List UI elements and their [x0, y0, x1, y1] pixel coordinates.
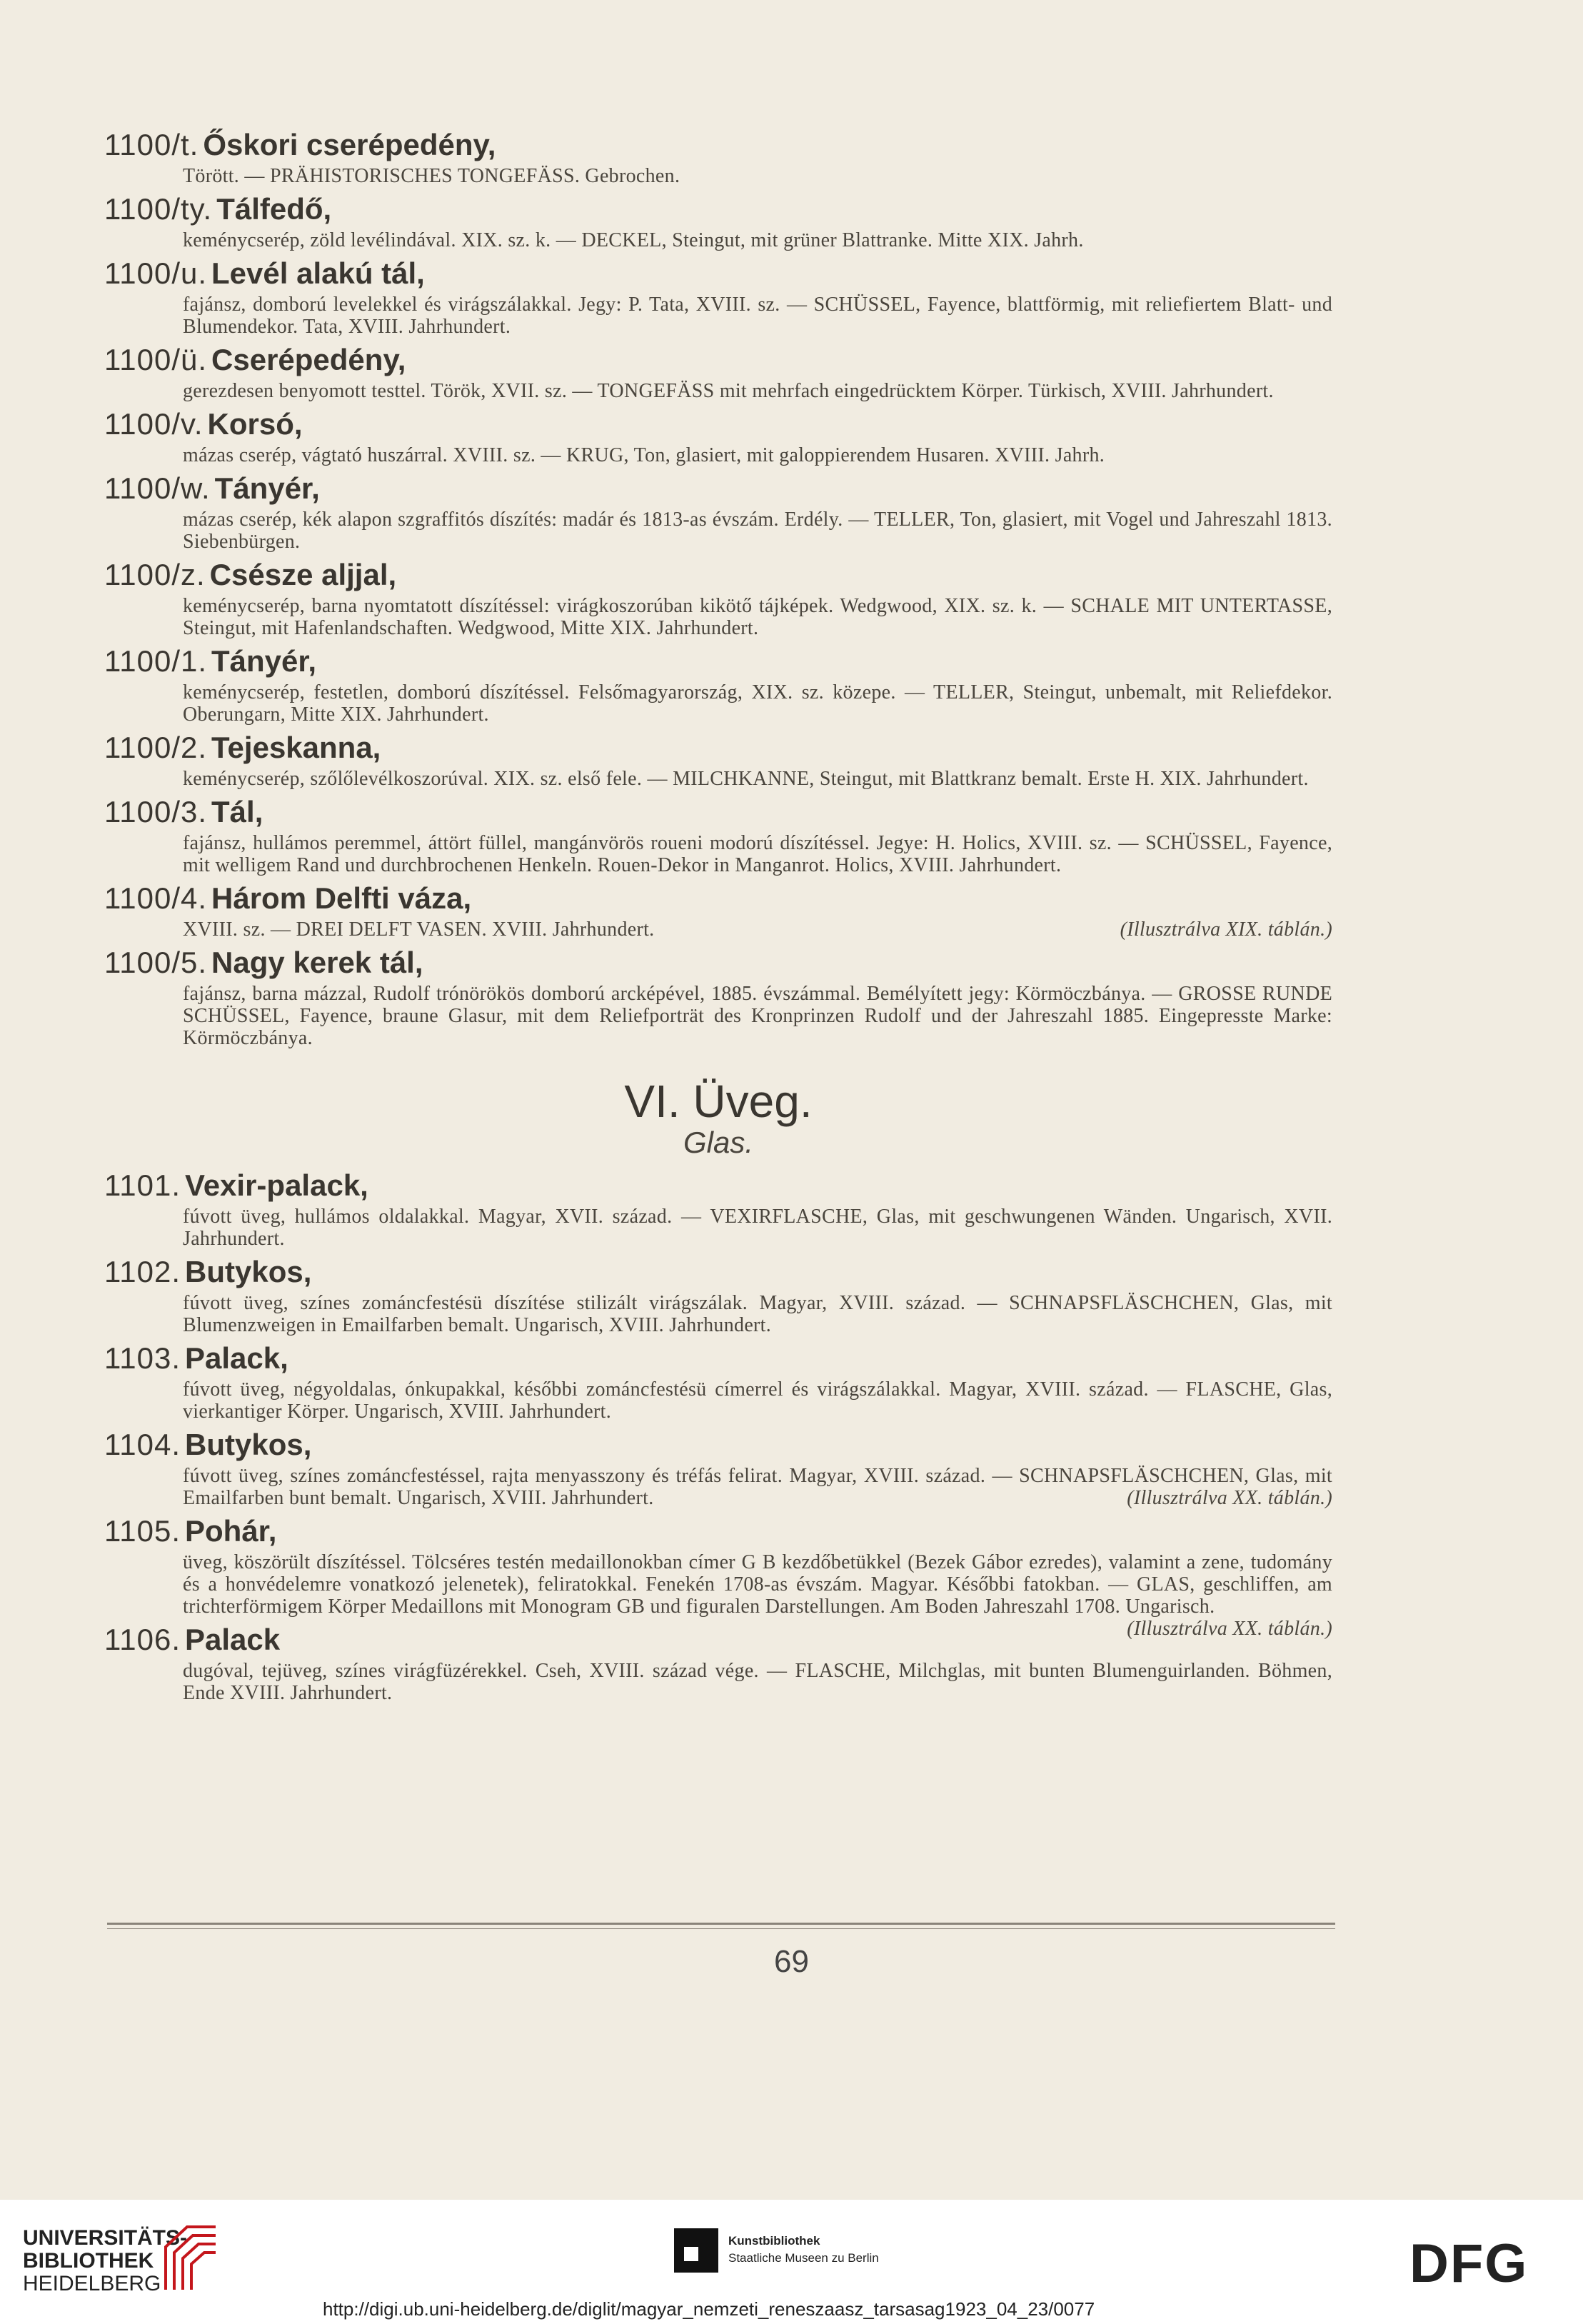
kb-line2: Staatliche Museen zu Berlin — [728, 2251, 879, 2265]
catalog-entry — [104, 556, 1332, 639]
entry-description — [183, 1660, 1332, 1704]
ub-line1: UNIVERSITÄTS- — [23, 2226, 188, 2250]
catalog-entry — [104, 254, 1332, 338]
entry-heading — [104, 879, 1332, 918]
entry-number: 1100/2. — [104, 731, 208, 764]
entry-title: Három Delfti váza, — [211, 881, 472, 915]
entry-number: 1101. — [104, 1168, 181, 1202]
entry-description-text: mázas cserép, vágtató huszárral. XVIII. sz. — KRUG, Ton, glasiert, mit galoppierendem Husaren. XVIII. Jahrh. — [183, 444, 1105, 466]
catalog-entry — [104, 190, 1332, 251]
catalog-entry — [104, 1426, 1332, 1509]
entry-number: 1100/u. — [104, 256, 208, 290]
entry-description-text: keménycserép, szőlőlevélkoszorúval. XIX. sz. első fele. — MILCHKANNE, Steingut, mit Blattkranz bemalt. Erste H. XIX. Jahrhundert. — [183, 768, 1309, 790]
catalog-entry — [104, 405, 1332, 466]
entry-title: Butykos, — [185, 1428, 312, 1461]
entry-title: Vexir-palack, — [185, 1168, 368, 1202]
entry-title: Palack — [185, 1623, 281, 1656]
ub-line3: HEIDELBERG — [23, 2272, 161, 2295]
kunstbibliothek-text — [728, 2233, 879, 2267]
entry-title: Tálfedő, — [216, 192, 332, 226]
bottom-rule — [107, 1923, 1335, 1925]
entry-heading — [104, 1426, 1332, 1465]
entry-heading — [104, 126, 1332, 165]
entry-description — [183, 380, 1332, 402]
entry-number: 1105. — [104, 1514, 181, 1548]
entry-description — [183, 1378, 1332, 1423]
entry-number: 1103. — [104, 1341, 181, 1375]
illustration-note: (Illusztrálva XIX. táblán.) — [1120, 918, 1332, 941]
entry-title: Nagy kerek tál, — [211, 946, 423, 979]
entry-heading — [104, 254, 1332, 294]
bottom-rule-thin — [107, 1928, 1335, 1929]
entry-description-text: keménycserép, festetlen, domború díszítéssel. Felsőmagyarország, XIX. sz. közepe. — TELLER, Steingut, unbemalt, mit Reliefdekor. Oberungarn, Mitte XIX. Jahrhundert. — [183, 681, 1332, 726]
entry-description-text: fúvott üveg, színes zománcfestésü díszítése stilizált virágszálak. Magyar, XVIII. század. — SCHNAPSFLÄSCHCHEN, Glas, mit Blumenzweigen in Emailfarben bemalt. Ungarisch, XVIII. Jahrhundert. — [183, 1292, 1332, 1336]
section-subtitle: Glas. — [683, 1126, 754, 1159]
entry-description — [183, 918, 1332, 941]
entry-title: Tál, — [211, 795, 263, 828]
entry-description-text: fajánsz, hullámos peremmel, áttört füllel, mangánvörös roueni modorú díszítéssel. Jegye: H. Holics, XVIII. sz. — SCHÜSSEL, Fayence, mit welligem Rand und durchbrochenen Henkeln. Rouen-Dekor in Manganrot. Holics, XVIII. Jahrhundert. — [183, 832, 1332, 876]
footer-bar — [0, 2200, 1583, 2324]
section-heading — [104, 1076, 1332, 1159]
entry-number: 1106. — [104, 1623, 181, 1656]
entry-heading — [104, 728, 1332, 768]
entry-heading — [104, 469, 1332, 509]
entry-title: Tányér, — [211, 644, 317, 678]
entry-title: Levél alakú tál, — [211, 256, 425, 290]
entry-number: 1100/ty. — [104, 192, 213, 226]
illustration-note: (Illusztrálva XX. táblán.) — [1127, 1487, 1332, 1509]
entry-number: 1100/ü. — [104, 343, 208, 376]
kb-line1: Kunstbibliothek — [728, 2234, 820, 2248]
entry-description — [183, 768, 1332, 790]
ceramics-entries — [104, 126, 1332, 1049]
entry-description — [183, 165, 1332, 187]
catalog-entry — [104, 943, 1332, 1049]
entry-description — [183, 983, 1332, 1049]
catalog-entry — [104, 728, 1332, 790]
entry-description-text: fajánsz, domború levelekkel és virágszálakkal. Jegy: P. Tata, XVIII. sz. — SCHÜSSEL, Fayence, blattförmig, mit reliefiertem Blatt- und Blumendekor. Tata, XVIII. Jahrhundert. — [183, 294, 1332, 338]
illustration-note: (Illusztrálva XX. táblán.) — [1127, 1618, 1332, 1640]
entry-heading — [104, 1512, 1332, 1551]
entry-description — [183, 1292, 1332, 1336]
entry-title: Butykos, — [185, 1255, 312, 1288]
catalog-entry — [104, 1253, 1332, 1336]
entry-heading — [104, 943, 1332, 983]
entry-description-text: Törött. — PRÄHISTORISCHES TONGEFÄSS. Gebrochen. — [183, 165, 680, 187]
entry-number: 1100/4. — [104, 881, 208, 915]
entry-number: 1100/1. — [104, 644, 208, 678]
section-title: VI. Üveg. — [624, 1076, 813, 1127]
entry-number: 1100/w. — [104, 471, 211, 505]
catalog-entry — [104, 1339, 1332, 1423]
entry-description — [183, 1465, 1332, 1509]
entry-heading — [104, 793, 1332, 832]
entry-description-text: gerezdesen benyomott testtel. Török, XVII. sz. — TONGEFÄSS mit mehrfach eingedrücktem Körper. Türkisch, XVIII. Jahrhundert. — [183, 380, 1274, 402]
entry-heading — [104, 556, 1332, 595]
entry-title: Palack, — [185, 1341, 288, 1375]
entry-heading — [104, 405, 1332, 444]
entry-description-text: keménycserép, zöld levélindával. XIX. sz. k. — DECKEL, Steingut, mit grüner Blattranke. Mitte XIX. Jahrh. — [183, 229, 1084, 251]
entry-description — [183, 509, 1332, 553]
ub-line2: BIBLIOTHEK — [23, 2249, 154, 2273]
catalog-entry — [104, 879, 1332, 941]
entry-title: Tejeskanna, — [211, 731, 381, 764]
entry-number: 1100/t. — [104, 128, 199, 161]
entry-title: Csésze aljjal, — [209, 558, 397, 591]
entry-number: 1102. — [104, 1255, 181, 1288]
entry-description-text: fúvott üveg, négyoldalas, ónkupakkal, későbbi zománcfestésü címerrel és virágszálakkal. Magyar, XVIII. század. — FLASCHE, Glas, vierkantiger Körper. Ungarisch, XVIII. Jahrhundert. — [183, 1378, 1332, 1423]
entry-description-text: dugóval, tejüveg, színes virágfüzérekkel. Cseh, XVIII. század vége. — FLASCHE, Milchglas, mit bunten Blumenguirlanden. Böhmen, Ende XVIII. Jahrhundert. — [183, 1660, 1332, 1704]
entry-description-text: keménycserép, barna nyomtatott díszítéssel: virágkoszorúban kikötő tájképek. Wedgwood, XIX. sz. k. — SCHALE MIT UNTERTASSE, Steingut, mit Hafenlandschaften. Wedgwood, Mitte XIX. Jahrhundert. — [183, 595, 1332, 639]
entry-description — [183, 832, 1332, 876]
entry-description-text: fúvott üveg, hullámos oldalakkal. Magyar, XVII. század. — VEXIRFLASCHE, Glas, mit geschwungenen Wänden. Ungarisch, XVII. Jahrhundert. — [183, 1206, 1332, 1250]
entry-description — [183, 294, 1332, 338]
page-number: 69 — [774, 1944, 809, 1979]
entry-number: 1100/3. — [104, 795, 208, 828]
catalog-entry — [104, 1166, 1332, 1250]
entry-heading — [104, 190, 1332, 229]
dfg-logo: DFG — [1409, 2233, 1529, 2294]
source-url: http://digi.ub.uni-heidelberg.de/diglit/magyar_nemzeti_reneszaasz_tarsasag1923_04_23/0077 — [323, 2298, 1095, 2320]
entry-number: 1100/z. — [104, 558, 206, 591]
entry-title: Pohár, — [185, 1514, 277, 1548]
catalog-entry — [104, 469, 1332, 553]
catalog-entry — [104, 341, 1332, 402]
entry-description — [183, 444, 1332, 466]
entry-number: 1100/5. — [104, 946, 208, 979]
entry-title: Tányér, — [214, 471, 320, 505]
entry-heading — [104, 642, 1332, 681]
entry-heading — [104, 341, 1332, 380]
catalog-entry — [104, 793, 1332, 876]
entry-number: 1104. — [104, 1428, 181, 1461]
entry-heading — [104, 1339, 1332, 1378]
catalog-entry — [104, 126, 1332, 187]
entry-description — [183, 681, 1332, 726]
entry-description — [183, 595, 1332, 639]
entry-title: Cserépedény, — [211, 343, 406, 376]
entry-description — [183, 229, 1332, 251]
entry-number: 1100/v. — [104, 407, 203, 441]
entry-heading — [104, 1253, 1332, 1292]
catalog-entry — [104, 642, 1332, 726]
kunstbibliothek-logo-icon — [674, 2228, 718, 2273]
glass-entries — [104, 1166, 1332, 1704]
entry-title: Őskori cserépedény, — [203, 128, 496, 161]
entries-list — [104, 126, 1332, 1707]
entry-description-text: XVIII. sz. — DREI DELFT VASEN. XVIII. Jahrhundert. — [183, 918, 655, 941]
entry-title: Korsó, — [207, 407, 303, 441]
entry-heading — [104, 1166, 1332, 1206]
ub-heidelberg-logo-icon — [159, 2218, 223, 2295]
entry-description-text: fúvott üveg, színes zománcfestéssel, rajta menyasszony és tréfás felirat. Magyar, XVIII. század. — SCHNAPSFLÄSCHCHEN, Glas, mit Emailfarben bunt bemalt. Ungarisch, XVIII. Jahrhundert. — [183, 1465, 1332, 1509]
entry-description-text: fajánsz, barna mázzal, Rudolf trónörökös domború arcképével, 1885. évszámmal. Bemélyített jegy: Körmöczbánya. — GROSSE RUNDE SCHÜSSEL, Fayence, braune Glasur, mit dem Reliefporträt des Kronprinzen Rudolf und der Jahreszahl 1885. Eingepresste Marke: Körmöczbánya. — [183, 983, 1332, 1049]
entry-description-text: üveg, köszörült díszítéssel. Tölcséres testén medaillonokban címer G B kezdőbetükkel (Bezek Gábor ezredes), valamint a zene, tudomány és a honvédelemre vonatkozó jelenetek), feliratokkal. Fenekén 1708-as évszám. Magyar. Későbbi fatokban. — GLAS, geschliffen, am trichterförmigem Körper Medaillons mit Monogram GB und figuralen Darstellungen. Am Boden Jahreszahl 1708. Ungarisch. — [183, 1551, 1332, 1618]
entry-description — [183, 1206, 1332, 1250]
entry-description-text: mázas cserép, kék alapon szgraffitós díszítés: madár és 1813-as évszám. Erdély. — TELLER, Ton, glasiert, mit Vogel und Jahreszahl 1813. Siebenbürgen. — [183, 509, 1332, 553]
